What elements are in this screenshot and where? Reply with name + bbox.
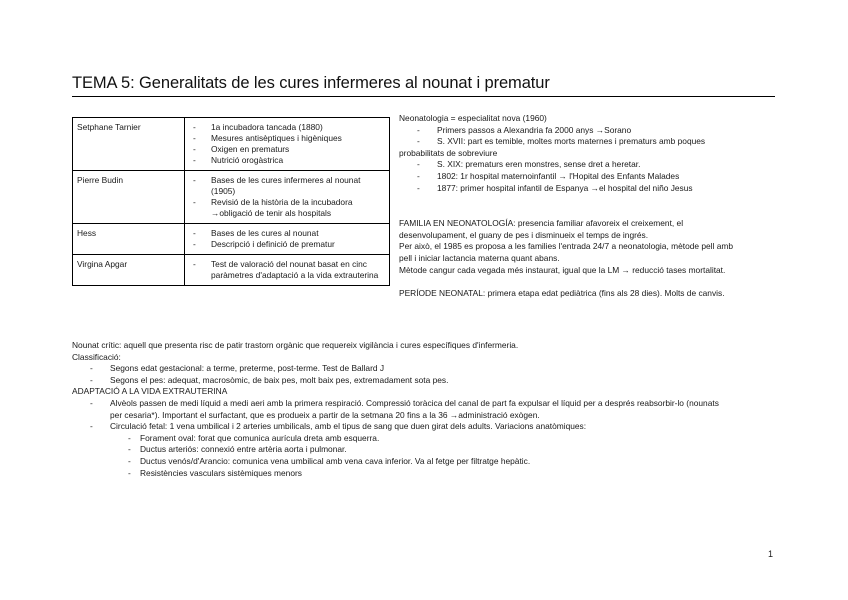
list-item: - Ductus venós/d'Arancio: comunica vena umbilical amb vena cava inferior. Va al fetge per filtratge hepàtic. (72, 456, 782, 468)
familia-paragraph-line: FAMILIA EN NEONATOLOGÍA: presencia familiar afavoreix el creixement, el (399, 218, 684, 229)
neonatology-column (399, 113, 779, 300)
familia-paragraph-line: Per això, el 1985 es proposa a les families l'entrada 24/7 a neonatologia, mètode pell amb (399, 241, 734, 252)
neonatologia-heading: Neonatologia = especialitat nova (1960) (399, 113, 547, 123)
list-item: - Ductus arteriós: connexió entre artèria aorta i pulmonar. (72, 444, 782, 456)
table-row (73, 224, 390, 255)
table-cell-contributions (185, 118, 390, 171)
familia-paragraph-line: pell i iniciar lactancia materna quant abans. (399, 252, 560, 263)
list-item: - Forament oval: forat que comunica aurícula dreta amb esquerra. (72, 433, 782, 445)
list-item: - 1877: primer hospital infantil de Espanya →el hospital del niño Jesus (399, 183, 779, 195)
list-item (72, 398, 782, 421)
bottom-section (72, 340, 782, 479)
pioneers-table (72, 117, 390, 286)
classificacio-heading: Classificació: (72, 351, 121, 362)
paragraph-continuation: probabilitats de sobreviure (399, 147, 498, 158)
table-cell-contributions (185, 171, 390, 224)
alveols-line: Alvèols passen de medi líquid a medi aeri amb la primera respiració. Compressió toràcica del canal de part fa expulsar el líquid per a després reabsorbir-lo (nounats (110, 397, 719, 408)
table-row (73, 171, 390, 224)
list-item: - Circulació fetal: 1 vena umbilical i 2 arteries umbilicals, amb el tipus de sang que duen girat dels adults. Variacions anatòmiques: (72, 421, 782, 433)
familia-paragraph-line: desenvolupament, el guany de pes i disminueix el temps de ingrés. (399, 229, 649, 240)
list-item: - Primers passos a Alexandria fa 2000 anys →Sorano (399, 125, 779, 137)
list-item: - Resistències vasculars sistèmiques menors (72, 468, 782, 480)
list-item: - Revisió de la història de la incubadora →obligació de tenir als hospitals (189, 197, 385, 219)
table-cell-name: Virgina Apgar (73, 255, 185, 286)
table-row (73, 118, 390, 171)
periode-neonatal: PERÍODE NEONATAL: primera etapa edat pediàtrica (fins als 28 dies). Molts de canvis. (399, 288, 725, 299)
list-item: - Mesures antisèptiques i higèniques (189, 133, 385, 144)
adaptacio-heading: ADAPTACIÓ A LA VIDA EXTRAUTERINA (72, 386, 228, 397)
page-number: 1 (768, 549, 774, 559)
list-item: - S. XVII: part es temible, moltes morts maternes i prematurs amb poques (399, 136, 779, 148)
list-item: - Bases de les cures infermeres al nounat (1905) (189, 175, 385, 197)
alveols-line: per cesaria*). Important el surfactant, que es produeix a partir de la setmana 20 fins a la 36 →administració exògen. (110, 409, 540, 420)
list-item: - Oxigen en prematurs (189, 144, 385, 155)
list-item: - Segons edat gestacional: a terme, preterme, post-terme. Test de Ballard J (72, 363, 782, 375)
list-item: - Descripció i definició de prematur (189, 239, 385, 250)
list-item: - 1802: 1r hospital maternoinfantil → l'Hopital des Enfants Malades (399, 171, 779, 183)
table-cell-contributions (185, 224, 390, 255)
list-item: - S. XIX: prematurs eren monstres, sense dret a heretar. (399, 159, 779, 171)
list-item: - Bases de les cures al nounat (189, 228, 385, 239)
page-title: TEMA 5: Generalitats de les cures infermeres al nounat i prematur (72, 74, 550, 92)
table-cell-name: Pierre Budin (73, 171, 185, 224)
list-item: - Test de valoració del nounat basat en cinc paràmetres d'adaptació a la vida extrauterina (189, 259, 385, 281)
familia-paragraph-line: Mètode cangur cada vegada més instaurat, igual que la LM → reducció tases mortalitat. (399, 264, 726, 275)
table-cell-name: Hess (73, 224, 185, 255)
list-item: - Nutrició orogàstrica (189, 155, 385, 166)
table-cell-contributions (185, 255, 390, 286)
list-item: - Segons el pes: adequat, macrosòmic, de baix pes, molt baix pes, extremadament sota pes. (72, 375, 782, 387)
nounat-critic: Nounat crític: aquell que presenta risc de patir trastorn orgànic que requereix vigilància i cures específiques d'infermeria. (72, 340, 519, 350)
list-item: - 1a incubadora tancada (1880) (189, 122, 385, 133)
title-underline (72, 96, 775, 97)
table-cell-name: Setphane Tarnier (73, 118, 185, 171)
table-row (73, 255, 390, 286)
